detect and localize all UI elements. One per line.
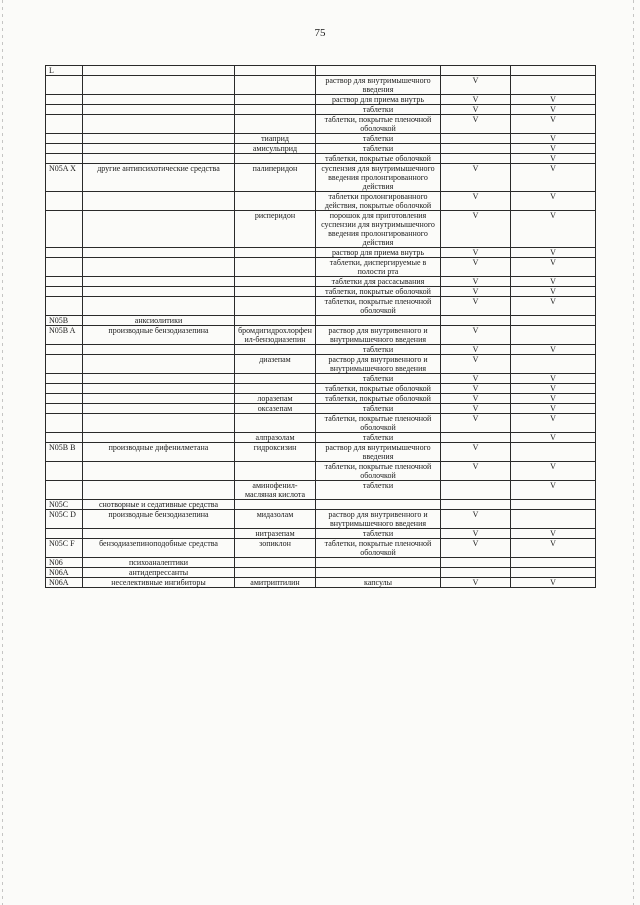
- atc-code-cell: [46, 258, 83, 277]
- table-row: [46, 316, 596, 326]
- dosage-form-cell: таблетки: [316, 404, 441, 414]
- atc-code-cell: N05B B: [46, 443, 83, 462]
- drug-name-cell: [235, 95, 316, 105]
- drug-name-cell: амитриптилин: [235, 578, 316, 588]
- drug-name-cell: [235, 248, 316, 258]
- drug-name-cell: нитразепам: [235, 529, 316, 539]
- dosage-form-cell: [316, 316, 441, 326]
- header-cell: [511, 66, 596, 76]
- table-row: [46, 539, 596, 558]
- atc-code-cell: [46, 115, 83, 134]
- table-row: [46, 154, 596, 164]
- mark-column-b-cell: V: [511, 287, 596, 297]
- mark-column-a-cell: V: [441, 258, 511, 277]
- atc-code-cell: [46, 95, 83, 105]
- table-row: [46, 374, 596, 384]
- mark-column-b-cell: V: [511, 277, 596, 287]
- group-name-cell: [83, 211, 235, 248]
- drug-name-cell: оксазепам: [235, 404, 316, 414]
- mark-column-a-cell: V: [441, 95, 511, 105]
- table-row: [46, 345, 596, 355]
- group-name-cell: психоаналептики: [83, 558, 235, 568]
- header-cell: [235, 66, 316, 76]
- mark-column-a-cell: [441, 154, 511, 164]
- dosage-form-cell: таблетки: [316, 374, 441, 384]
- atc-code-cell: [46, 134, 83, 144]
- table-row: [46, 529, 596, 539]
- table-row: [46, 95, 596, 105]
- drug-name-cell: [235, 568, 316, 578]
- group-name-cell: [83, 414, 235, 433]
- atc-code-cell: [46, 192, 83, 211]
- scan-edge-left: [2, 0, 3, 905]
- mark-column-b-cell: [511, 443, 596, 462]
- atc-code-cell: [46, 462, 83, 481]
- table-row: [46, 414, 596, 433]
- mark-column-a-cell: V: [441, 164, 511, 192]
- drug-name-cell: мидазолам: [235, 510, 316, 529]
- group-name-cell: [83, 277, 235, 287]
- atc-code-cell: N05B: [46, 316, 83, 326]
- atc-code-cell: [46, 211, 83, 248]
- atc-code-cell: [46, 404, 83, 414]
- dosage-form-cell: таблетки, покрытые пленочной оболочкой: [316, 539, 441, 558]
- dosage-form-cell: порошок для приготовления суспензии для внутримышечного введения пролонгированного действия: [316, 211, 441, 248]
- atc-code-cell: [46, 248, 83, 258]
- mark-column-b-cell: V: [511, 248, 596, 258]
- drug-name-cell: [235, 558, 316, 568]
- group-name-cell: [83, 248, 235, 258]
- dosage-form-cell: [316, 558, 441, 568]
- mark-column-b-cell: [511, 510, 596, 529]
- drug-name-cell: палиперидон: [235, 164, 316, 192]
- drug-name-cell: алпразолам: [235, 433, 316, 443]
- drug-name-cell: [235, 462, 316, 481]
- group-name-cell: [83, 287, 235, 297]
- group-name-cell: [83, 384, 235, 394]
- table-row: [46, 568, 596, 578]
- table-row: [46, 326, 596, 345]
- mark-column-b-cell: V: [511, 384, 596, 394]
- group-name-cell: [83, 76, 235, 95]
- group-name-cell: производные дифенилметана: [83, 443, 235, 462]
- table-row: [46, 578, 596, 588]
- dosage-form-cell: раствор для приема внутрь: [316, 95, 441, 105]
- table-row: [46, 211, 596, 248]
- table-row: [46, 462, 596, 481]
- mark-column-b-cell: V: [511, 404, 596, 414]
- drug-name-cell: [235, 384, 316, 394]
- atc-code-cell: N05C F: [46, 539, 83, 558]
- table-row: [46, 558, 596, 568]
- mark-column-b-cell: [511, 326, 596, 345]
- atc-code-cell: N05C D: [46, 510, 83, 529]
- mark-column-b-cell: V: [511, 433, 596, 443]
- dosage-form-cell: таблетки: [316, 433, 441, 443]
- table-row: [46, 277, 596, 287]
- mark-column-b-cell: V: [511, 414, 596, 433]
- group-name-cell: [83, 105, 235, 115]
- drug-name-cell: тиаприд: [235, 134, 316, 144]
- mark-column-a-cell: V: [441, 462, 511, 481]
- atc-code-cell: [46, 154, 83, 164]
- scan-edge-right: [633, 0, 634, 905]
- drug-name-cell: [235, 115, 316, 134]
- dosage-form-cell: капсулы: [316, 578, 441, 588]
- atc-code-cell: N06A: [46, 568, 83, 578]
- group-name-cell: [83, 134, 235, 144]
- dosage-form-cell: таблетки, покрытые оболочкой: [316, 287, 441, 297]
- mark-column-b-cell: V: [511, 192, 596, 211]
- atc-code-cell: [46, 374, 83, 384]
- dosage-form-cell: таблетки для рассасывания: [316, 277, 441, 287]
- dosage-form-cell: таблетки, покрытые пленочной оболочкой: [316, 462, 441, 481]
- mark-column-a-cell: V: [441, 287, 511, 297]
- drug-name-cell: [235, 105, 316, 115]
- mark-column-a-cell: V: [441, 277, 511, 287]
- dosage-form-cell: таблетки, покрытые оболочкой: [316, 394, 441, 404]
- table-header-row: [46, 66, 596, 76]
- mark-column-a-cell: [441, 144, 511, 154]
- mark-column-a-cell: V: [441, 529, 511, 539]
- drug-name-cell: [235, 258, 316, 277]
- group-name-cell: [83, 115, 235, 134]
- mark-column-a-cell: [441, 316, 511, 326]
- atc-code-cell: [46, 345, 83, 355]
- table-row: [46, 144, 596, 154]
- dosage-form-cell: раствор для приема внутрь: [316, 248, 441, 258]
- mark-column-a-cell: V: [441, 394, 511, 404]
- mark-column-b-cell: V: [511, 539, 596, 558]
- drug-name-cell: [235, 414, 316, 433]
- dosage-form-cell: раствор для внутривенного и внутримышечного введения: [316, 326, 441, 345]
- atc-code-cell: N06A: [46, 578, 83, 588]
- mark-column-a-cell: V: [441, 384, 511, 394]
- header-cell: [316, 66, 441, 76]
- header-cell: [83, 66, 235, 76]
- dosage-form-cell: таблетки, диспергируемые в полости рта: [316, 258, 441, 277]
- atc-code-cell: [46, 481, 83, 500]
- drug-name-cell: гидроксизин: [235, 443, 316, 462]
- table-row: [46, 500, 596, 510]
- table-row: [46, 355, 596, 374]
- table-row: [46, 481, 596, 500]
- group-name-cell: [83, 297, 235, 316]
- mark-column-b-cell: V: [511, 374, 596, 384]
- mark-column-b-cell: V: [511, 154, 596, 164]
- drug-name-cell: аминофенил-масляная кислота: [235, 481, 316, 500]
- drug-name-cell: [235, 287, 316, 297]
- atc-code-cell: [46, 529, 83, 539]
- mark-column-a-cell: V: [441, 374, 511, 384]
- dosage-form-cell: таблетки: [316, 481, 441, 500]
- dosage-form-cell: таблетки: [316, 529, 441, 539]
- drug-name-cell: [235, 316, 316, 326]
- group-name-cell: [83, 481, 235, 500]
- drug-name-cell: зопиклон: [235, 539, 316, 558]
- dosage-form-cell: таблетки, покрытые пленочной оболочкой: [316, 297, 441, 316]
- group-name-cell: [83, 258, 235, 277]
- mark-column-a-cell: V: [441, 76, 511, 95]
- atc-code-cell: [46, 394, 83, 404]
- mark-column-a-cell: [441, 134, 511, 144]
- group-name-cell: [83, 374, 235, 384]
- table-row: [46, 76, 596, 95]
- dosage-form-cell: [316, 568, 441, 578]
- mark-column-a-cell: V: [441, 414, 511, 433]
- drug-name-cell: [235, 500, 316, 510]
- mark-column-a-cell: V: [441, 539, 511, 558]
- dosage-form-cell: [316, 500, 441, 510]
- mark-column-b-cell: V: [511, 345, 596, 355]
- drug-name-cell: [235, 374, 316, 384]
- group-name-cell: неселективные ингибиторы: [83, 578, 235, 588]
- mark-column-b-cell: V: [511, 211, 596, 248]
- drug-name-cell: рисперидон: [235, 211, 316, 248]
- group-name-cell: [83, 394, 235, 404]
- dosage-form-cell: таблетки пролонгированного действия, покрытые оболочкой: [316, 192, 441, 211]
- atc-code-cell: [46, 355, 83, 374]
- mark-column-b-cell: V: [511, 95, 596, 105]
- mark-column-b-cell: [511, 568, 596, 578]
- mark-column-b-cell: V: [511, 105, 596, 115]
- mark-column-b-cell: V: [511, 134, 596, 144]
- header-mark: L: [46, 66, 83, 76]
- group-name-cell: [83, 355, 235, 374]
- header-cell: [441, 66, 511, 76]
- mark-column-a-cell: [441, 433, 511, 443]
- group-name-cell: [83, 345, 235, 355]
- mark-column-b-cell: [511, 316, 596, 326]
- mark-column-a-cell: V: [441, 297, 511, 316]
- atc-code-cell: [46, 414, 83, 433]
- table-row: [46, 443, 596, 462]
- drug-name-cell: [235, 297, 316, 316]
- table-row: [46, 248, 596, 258]
- mark-column-a-cell: [441, 558, 511, 568]
- table-row: [46, 105, 596, 115]
- atc-code-cell: N05C: [46, 500, 83, 510]
- drug-name-cell: [235, 154, 316, 164]
- mark-column-b-cell: [511, 500, 596, 510]
- mark-column-a-cell: [441, 500, 511, 510]
- mark-column-b-cell: V: [511, 462, 596, 481]
- table-row: [46, 287, 596, 297]
- group-name-cell: [83, 154, 235, 164]
- group-name-cell: [83, 462, 235, 481]
- mark-column-b-cell: V: [511, 297, 596, 316]
- mark-column-b-cell: V: [511, 394, 596, 404]
- atc-code-cell: [46, 277, 83, 287]
- group-name-cell: [83, 95, 235, 105]
- mark-column-a-cell: V: [441, 443, 511, 462]
- mark-column-b-cell: [511, 355, 596, 374]
- mark-column-a-cell: [441, 481, 511, 500]
- drug-name-cell: амисульприд: [235, 144, 316, 154]
- group-name-cell: производные бензодиазепина: [83, 326, 235, 345]
- mark-column-a-cell: V: [441, 345, 511, 355]
- mark-column-a-cell: V: [441, 578, 511, 588]
- dosage-form-cell: таблетки: [316, 105, 441, 115]
- group-name-cell: производные бензодиазепина: [83, 510, 235, 529]
- group-name-cell: [83, 529, 235, 539]
- dosage-form-cell: раствор для внутримышечного введения: [316, 76, 441, 95]
- mark-column-a-cell: V: [441, 326, 511, 345]
- atc-code-cell: [46, 297, 83, 316]
- group-name-cell: антидепрессанты: [83, 568, 235, 578]
- table-row: [46, 297, 596, 316]
- dosage-form-cell: раствор для внутривенного и внутримышечного введения: [316, 510, 441, 529]
- atc-code-cell: N05A X: [46, 164, 83, 192]
- group-name-cell: другие антипсихотические средства: [83, 164, 235, 192]
- group-name-cell: [83, 404, 235, 414]
- group-name-cell: анксиолитики: [83, 316, 235, 326]
- mark-column-a-cell: V: [441, 404, 511, 414]
- dosage-form-cell: таблетки, покрытые пленочной оболочкой: [316, 414, 441, 433]
- group-name-cell: [83, 192, 235, 211]
- table-row: [46, 433, 596, 443]
- dosage-form-cell: раствор для внутримышечного введения: [316, 443, 441, 462]
- mark-column-a-cell: V: [441, 248, 511, 258]
- drug-name-cell: диазепам: [235, 355, 316, 374]
- group-name-cell: бензодиазепиноподобные средства: [83, 539, 235, 558]
- mark-column-b-cell: [511, 76, 596, 95]
- mark-column-b-cell: [511, 558, 596, 568]
- page-number: 75: [314, 27, 326, 39]
- mark-column-b-cell: V: [511, 144, 596, 154]
- table-row: [46, 384, 596, 394]
- group-name-cell: [83, 144, 235, 154]
- table-row: [46, 164, 596, 192]
- table-row: [46, 510, 596, 529]
- table-row: [46, 134, 596, 144]
- dosage-form-cell: таблетки, покрытые оболочкой: [316, 384, 441, 394]
- mark-column-b-cell: V: [511, 578, 596, 588]
- dosage-form-cell: таблетки, покрытые оболочкой: [316, 154, 441, 164]
- mark-column-b-cell: V: [511, 481, 596, 500]
- dosage-form-cell: таблетки: [316, 144, 441, 154]
- table-row: [46, 192, 596, 211]
- table-row: [46, 115, 596, 134]
- mark-column-b-cell: V: [511, 258, 596, 277]
- atc-code-cell: [46, 144, 83, 154]
- dosage-form-cell: суспензия для внутримышечного введения пролонгированного действия: [316, 164, 441, 192]
- drug-name-cell: [235, 345, 316, 355]
- mark-column-a-cell: V: [441, 192, 511, 211]
- dosage-form-cell: таблетки: [316, 134, 441, 144]
- table-row: [46, 404, 596, 414]
- drug-name-cell: [235, 277, 316, 287]
- mark-column-a-cell: V: [441, 510, 511, 529]
- dosage-form-cell: таблетки: [316, 345, 441, 355]
- drug-name-cell: [235, 192, 316, 211]
- mark-column-a-cell: V: [441, 105, 511, 115]
- mark-column-b-cell: V: [511, 164, 596, 192]
- atc-code-cell: N05B A: [46, 326, 83, 345]
- drug-name-cell: [235, 76, 316, 95]
- mark-column-a-cell: V: [441, 115, 511, 134]
- atc-code-cell: [46, 384, 83, 394]
- atc-code-cell: [46, 105, 83, 115]
- drug-name-cell: бромдигидрохлорфенил-бензодиазепин: [235, 326, 316, 345]
- atc-code-cell: [46, 287, 83, 297]
- table-row: [46, 258, 596, 277]
- dosage-form-cell: таблетки, покрытые пленочной оболочкой: [316, 115, 441, 134]
- atc-code-cell: [46, 433, 83, 443]
- table-row: [46, 394, 596, 404]
- atc-code-cell: [46, 76, 83, 95]
- mark-column-b-cell: V: [511, 115, 596, 134]
- group-name-cell: снотворные и седативные средства: [83, 500, 235, 510]
- mark-column-b-cell: V: [511, 529, 596, 539]
- mark-column-a-cell: V: [441, 355, 511, 374]
- mark-column-a-cell: V: [441, 211, 511, 248]
- drug-list-table: [45, 65, 596, 588]
- dosage-form-cell: раствор для внутривенного и внутримышечного введения: [316, 355, 441, 374]
- atc-code-cell: N06: [46, 558, 83, 568]
- mark-column-a-cell: [441, 568, 511, 578]
- drug-name-cell: лоразепам: [235, 394, 316, 404]
- group-name-cell: [83, 433, 235, 443]
